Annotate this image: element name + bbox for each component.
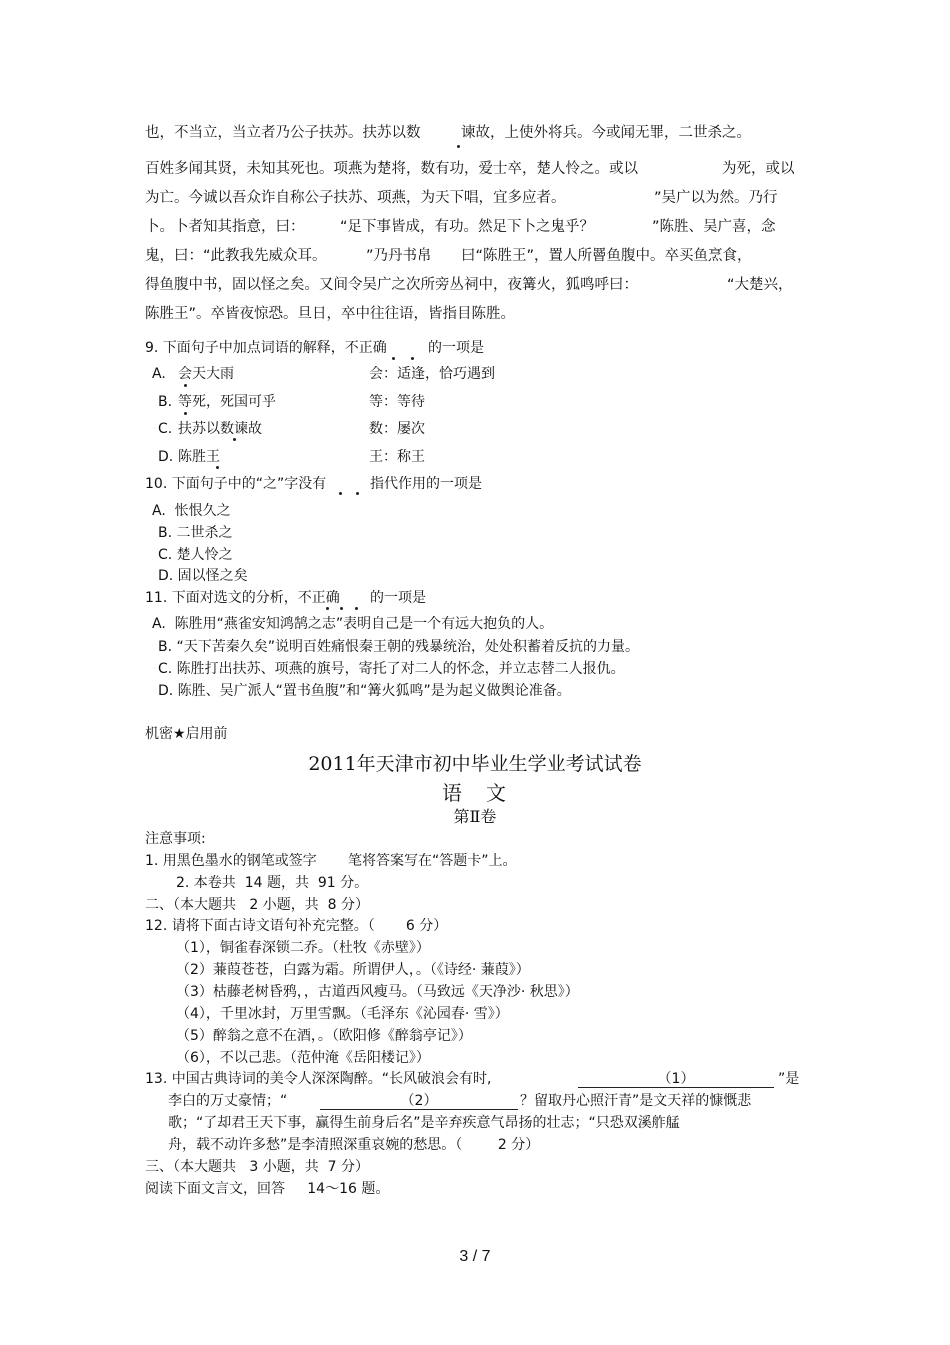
exam-title: 2011年天津市初中毕业生学业考试试卷 (308, 753, 642, 775)
q10-option: C. 楚人怜之 (158, 547, 233, 563)
emphasis-dot (411, 357, 414, 360)
volume-title: 第Ⅱ卷 (453, 807, 497, 826)
emphasis-dot (233, 438, 236, 441)
emphasis-dot (356, 492, 359, 495)
passage-line: 鬼，曰：“此教我先威众耳。 (145, 248, 327, 264)
q9-option-d-text: 陈胜王 (178, 449, 220, 465)
passage-line: 得鱼腹中书，固以怪之矣。又间令吴广之次所旁丛祠中，夜篝火，狐鸣呼曰： (145, 277, 638, 293)
question-9-stem: 9. 下面句子中加点词语的解释，不正确 (145, 340, 387, 356)
emphasis-dot (355, 607, 358, 610)
passage-line: ”乃丹书帛 (366, 248, 432, 264)
passage-line: “足下事皆成，有功。然足下卜之鬼乎？ (340, 219, 595, 235)
passage-line: “大楚兴， (727, 277, 793, 293)
question-10-stem: 10. 下面句子中的“之”字没有 (145, 476, 327, 492)
emphasis-dot (326, 607, 329, 610)
q12-item: （4），千里冰封，万里雪飘。（毛泽东《沁园春· 雪》） (176, 1006, 509, 1022)
passage-line: 卜。卜者知其指意，曰： (145, 219, 305, 235)
q11-option: D. 陈胜、吴广派人“置书鱼腹”和“篝火狐鸣”是为起义做舆论准备。 (158, 683, 571, 699)
passage-line: 也，不当立，当立者乃公子扶苏。扶苏以数 (145, 125, 421, 141)
question-13-line: 舟，载不动许多愁”是李清照深重哀婉的愁思。（ 2 分） (168, 1137, 540, 1153)
q11-option: A. 陈胜用“燕雀安知鸿鹄之志”表明自己是一个有远大抱负的人。 (152, 616, 554, 632)
q12-item: （5）醉翁之意不在酒，。（欧阳修《醉翁亭记》） (176, 1028, 472, 1044)
emphasis-dot (340, 607, 343, 610)
note-item: 1. 用黑色墨水的钢笔或签字 (145, 853, 317, 869)
passage-line: ”吴广以为然。乃行 (654, 190, 778, 206)
passage-line: 为亡。今诚以吾众诈自称公子扶苏、项燕，为天下唱，宜多应者。 (145, 190, 566, 206)
question-12-stem: 12. 请将下面古诗文语句补充完整。（ 6 分） (145, 918, 448, 934)
q13-blank-1[interactable]: （1） (578, 1070, 774, 1088)
q9-option-a-gloss: 会：适逢，恰巧遇到 (369, 366, 495, 382)
q9-option-a-label: A. (152, 366, 166, 382)
emphasis-dot (184, 412, 187, 415)
question-10-stem-tail: 指代作用的一项是 (370, 476, 482, 492)
emphasis-dot (216, 466, 219, 469)
q12-item: （2）蒹葭苍苍，白露为霜。所谓伊人，。（《诗经· 蒹葭》） (176, 962, 530, 978)
q12-item: （6），不以己悲。（范仲淹《岳阳楼记》） (176, 1050, 430, 1066)
emphasis-dot (184, 384, 187, 387)
question-13-line: 13. 中国古典诗词的美令人深深陶醉。“长风破浪会有时, (145, 1071, 492, 1087)
page-number: 3 / 7 (459, 1248, 491, 1265)
q9-option-d-gloss: 王：称王 (369, 449, 425, 465)
emphasis-dot (392, 357, 395, 360)
q10-option: B. 二世杀之 (158, 525, 233, 541)
question-13-line-tail: ”是 (778, 1071, 800, 1087)
notes-heading: 注意事项: (145, 831, 206, 847)
q10-option: D. 固以怪之矣 (158, 568, 248, 584)
q12-item: （3）枯藤老树昏鸦，，古道西风瘦马。（马致远《天净沙· 秋思》） (176, 984, 579, 1000)
q9-option-c-gloss: 数：屡次 (369, 421, 425, 437)
q9-option-d-label: D. (158, 449, 174, 465)
emphasis-dot (457, 145, 460, 148)
question-13-line-tail: ？留取丹心照汗青”是文天祥的慷慨悲 (520, 1093, 752, 1109)
question-11-stem-tail: 的一项是 (370, 590, 426, 606)
q9-option-b-gloss: 等：等待 (369, 394, 425, 410)
q12-item: （1），铜雀春深锁二乔。（杜牧《赤壁》） (176, 940, 430, 956)
note-item: 2. 本卷共 14 题，共 91 分。 (176, 875, 369, 891)
confidential-label: 机密★启用前 (145, 726, 228, 742)
passage-line: 百姓多闻其贤，未知其死也。项燕为楚将，数有功，爱士卒，楚人怜之。或以 (145, 161, 638, 177)
q10-option: A. 怅恨久之 (152, 503, 231, 519)
q9-option-c-text: 扶苏以数谏故 (178, 421, 262, 437)
q13-blank-2[interactable]: （2） (320, 1092, 518, 1110)
passage-line: 谏故，上使外将兵。今或闻无罪，二世杀之。 (461, 125, 751, 141)
question-13-line: 歌；“了却君王天下事，赢得生前身后名”是辛弃疾意气昂扬的壮志；“只恐双溪舴艋 (168, 1115, 680, 1131)
section-2-heading: 二、（本大题共 2 小题，共 8 分） (145, 897, 369, 913)
q11-option: C. 陈胜打出扶苏、项燕的旗号，寄托了对二人的怀念，并立志替二人报仇。 (158, 661, 625, 677)
question-9-stem-tail: 的一项是 (428, 340, 484, 356)
q9-option-b-text: 等死，死国可乎 (178, 394, 276, 410)
subject-title: 语 文 (442, 781, 508, 805)
passage-line: 曰“陈胜王”，置人所罾鱼腹中。卒买鱼烹食， (461, 248, 752, 264)
note-item-tail: 笔将答案写在“答题卡”上。 (348, 853, 517, 869)
section-3-heading: 三、（本大题共 3 小题，共 7 分） (145, 1159, 369, 1175)
q11-option: B. “天下苦秦久矣”说明百姓痛恨秦王朝的残暴统治，处处积蓄着反抗的力量。 (158, 639, 640, 655)
reading-instruction: 阅读下面文言文，回答 14～16 题。 (145, 1181, 390, 1197)
question-13-line: 李白的万丈豪情；“ (168, 1093, 288, 1109)
passage-line: 为死，或以 (722, 161, 795, 177)
q9-option-a-text: 会天大雨 (178, 366, 234, 382)
passage-line: 陈胜王”。卒皆夜惊恐。旦日，卒中往往语，皆指目陈胜。 (145, 306, 516, 322)
emphasis-dot (339, 492, 342, 495)
passage-line: ”陈胜、吴广喜，念 (652, 219, 776, 235)
question-11-stem: 11. 下面对选文的分析，不正确 (145, 590, 340, 606)
q9-option-c-label: C. (158, 421, 173, 437)
q9-option-b-label: B. (158, 394, 173, 410)
